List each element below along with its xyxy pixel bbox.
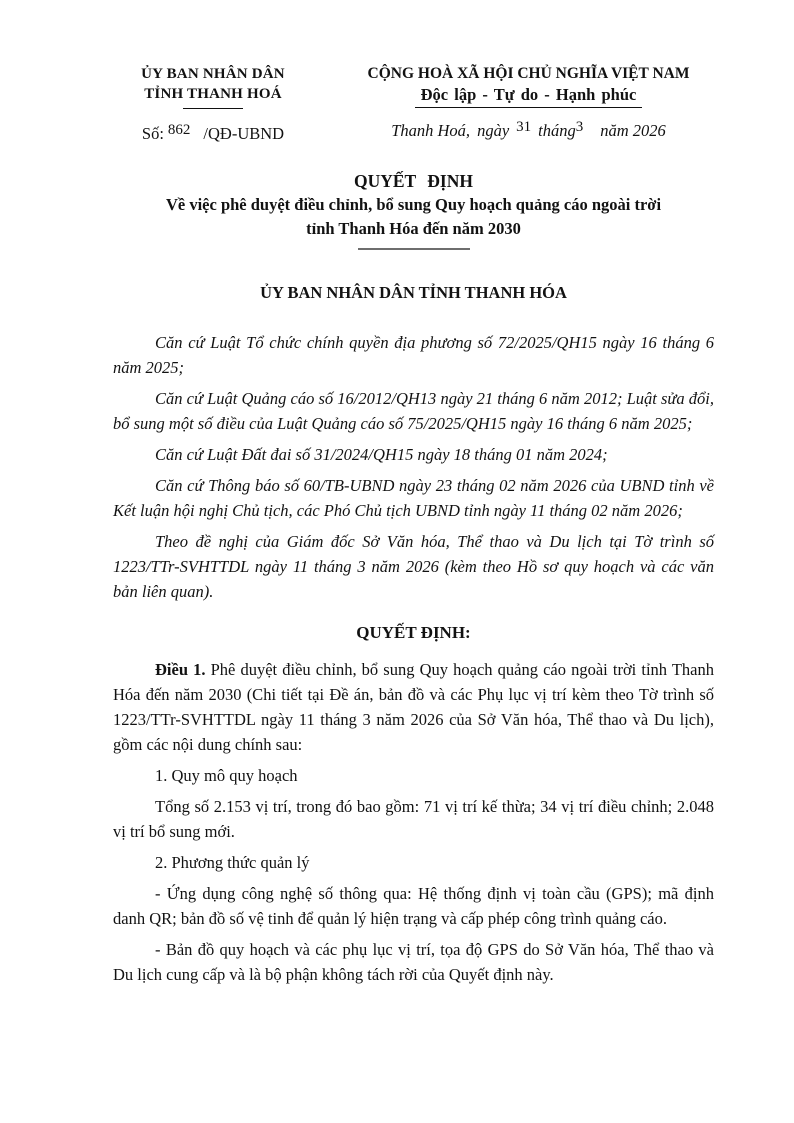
document-number-prefix: Số:	[141, 124, 164, 143]
issuing-authority-block	[113, 64, 313, 144]
issuer-underline-rule	[183, 108, 243, 109]
title-block	[113, 169, 714, 250]
national-motto: Độc lập - Tự do - Hạnh phúc	[415, 84, 643, 108]
article-1-text: Phê duyệt điều chỉnh, bổ sung Quy hoạch quảng cáo ngoài trời tỉnh Thanh Hóa đến năm 2030 (Chi tiết tại Đề án, bản đồ và các Phụ lục vị trí kèm theo Tờ trình số 1223/TTr-SVHTTDL ngày 11 tháng 3 năm 2026 của Sở Văn hóa, Thể thao và Du lịch), gồm các nội dung chính sau:	[113, 660, 715, 754]
national-title: CỘNG HOÀ XÃ HỘI CHỦ NGHĨA VIỆT NAM	[367, 65, 690, 82]
document-type-title: QUYẾT ĐỊNH	[354, 171, 473, 191]
article-1-label: Điều 1.	[155, 660, 206, 679]
article-1-paragraph	[113, 657, 714, 757]
preamble-paragraph: Theo đề nghị của Giám đốc Sở Văn hóa, Thể thao và Du lịch tại Tờ trình số 1223/TTr-SVHTTDL ngày 11 tháng 3 năm 2026 (kèm theo Hồ sơ quy hoạch và các văn bản liên quan).	[113, 532, 714, 601]
section-1-paragraph: Tổng số 2.153 vị trí, trong đó bao gồm: 71 vị trí kế thừa; 34 vị trí điều chỉnh; 2.048 vị trí bổ sung mới.	[113, 797, 714, 841]
document-number-line	[113, 124, 313, 144]
issuer-name-line2: TỈNH THANH HOÁ	[144, 86, 282, 102]
date-word-day: ngày	[477, 121, 510, 140]
preamble-section	[113, 330, 714, 604]
title-underline-rule	[358, 248, 470, 250]
date-place: Thanh Hoá,	[391, 121, 471, 140]
document-number-value: 862	[167, 122, 191, 138]
preamble-paragraph: Căn cứ Thông báo số 60/TB-UBND ngày 23 tháng 02 năm 2026 của UBND tỉnh về Kết luận hội nghị Chủ tịch, các Phó Chủ tịch UBND tỉnh ngày 11 tháng 02 năm 2026;	[113, 476, 714, 520]
issuer-name-line1: ỦY BAN NHÂN DÂN	[141, 66, 285, 82]
national-motto-block	[343, 64, 714, 141]
preamble-paragraph: Căn cứ Luật Đất đai số 31/2024/QH15 ngày 18 tháng 01 năm 2024;	[155, 445, 608, 464]
preamble-paragraph: Căn cứ Luật Tổ chức chính quyền địa phương số 72/2025/QH15 ngày 16 tháng 6 năm 2025;	[113, 333, 714, 377]
date-year-text: năm 2026	[600, 121, 666, 140]
document-subject-line2: tỉnh Thanh Hóa đến năm 2030	[306, 219, 521, 238]
place-date-line	[343, 121, 714, 141]
document-header	[113, 64, 714, 144]
deciding-authority-line: ỦY BAN NHÂN DÂN TỈNH THANH HÓA	[260, 283, 567, 302]
section-1-heading: 1. Quy mô quy hoạch	[155, 766, 298, 785]
date-word-month: tháng	[538, 121, 576, 140]
section-2-paragraph-1: - Ứng dụng công nghệ số thông qua: Hệ thống định vị toàn cầu (GPS); mã định danh QR; bản đồ số vệ tinh để quản lý hiện trạng và cấp phép công trình quảng cáo.	[113, 884, 714, 928]
date-month-value: 3	[575, 119, 584, 135]
date-day-value: 31	[516, 119, 532, 135]
document-body	[113, 330, 714, 987]
preamble-paragraph: Căn cứ Luật Quảng cáo số 16/2012/QH13 ngày 21 tháng 6 năm 2012; Luật sửa đổi, bổ sung một số điều của Luật Quảng cáo số 75/2025/QH15 ngày 16 tháng 6 năm 2025;	[113, 389, 714, 433]
document-subject-line1: Về việc phê duyệt điều chỉnh, bổ sung Quy hoạch quảng cáo ngoài trời	[165, 195, 662, 214]
section-2-paragraph-2: - Bản đồ quy hoạch và các phụ lục vị trí, tọa độ GPS do Sở Văn hóa, Thể thao và Du lịch cung cấp và là bộ phận không tách rời của Quyết định này.	[113, 940, 714, 984]
section-2-heading: 2. Phương thức quản lý	[155, 853, 310, 872]
decision-heading: QUYẾT ĐỊNH:	[356, 623, 471, 642]
document-number-suffix: /QĐ-UBND	[203, 124, 285, 143]
